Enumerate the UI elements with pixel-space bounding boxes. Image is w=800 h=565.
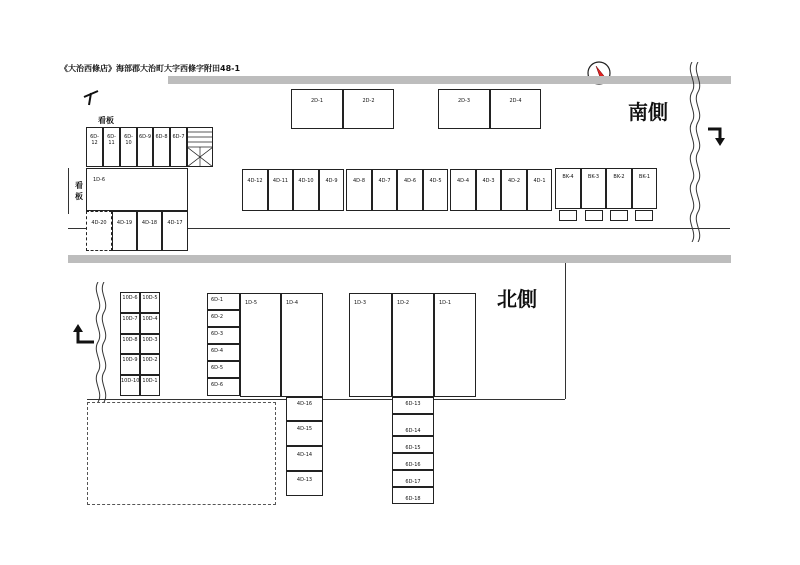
signboard-left-line1: 看 xyxy=(75,181,83,190)
storage-unit-10D-3[interactable]: 10D-3 xyxy=(140,334,160,354)
storage-unit-10D-5[interactable]: 10D-5 xyxy=(140,292,160,313)
bike-unit-BK-3[interactable]: BK-3 xyxy=(581,168,606,209)
storage-unit-6D-2[interactable]: 6D-2 xyxy=(207,310,240,327)
storage-unit-6D-4[interactable]: 6D-4 xyxy=(207,344,240,361)
storage-unit-10D-10[interactable]: 10D-10 xyxy=(120,375,140,396)
storage-unit-1D-1[interactable]: 1D-1 xyxy=(434,293,476,397)
storage-unit-1D-2[interactable]: 1D-2 xyxy=(392,293,434,397)
storage-unit-6D-17[interactable]: 6D-17 xyxy=(392,470,434,487)
storage-unit-4D-1[interactable]: 4D-1 xyxy=(527,169,552,211)
north-lot-boundary-right xyxy=(565,263,566,399)
storage-unit-4D-19[interactable]: 4D-19 xyxy=(112,211,137,251)
storage-unit-4D-4[interactable]: 4D-4 xyxy=(450,169,476,211)
storage-unit-10D-2[interactable]: 10D-2 xyxy=(140,354,160,375)
wavy-edge-right-icon xyxy=(684,62,708,242)
storage-unit-4D-9[interactable]: 4D-9 xyxy=(319,169,344,211)
storage-unit-4D-17[interactable]: 4D-17 xyxy=(162,211,188,251)
storage-unit-4D-14[interactable]: 4D-14 xyxy=(286,446,323,471)
storage-unit-4D-18[interactable]: 4D-18 xyxy=(137,211,162,251)
storage-unit-4D-8[interactable]: 4D-8 xyxy=(346,169,372,211)
bike-stand xyxy=(585,210,603,221)
storage-unit-6D-14[interactable]: 6D-14 xyxy=(392,414,434,436)
storage-unit-10D-6[interactable]: 10D-6 xyxy=(120,292,140,313)
storage-unit-2D-2[interactable]: 2D-2 xyxy=(343,89,394,129)
storage-unit-6D-3[interactable]: 6D-3 xyxy=(207,327,240,344)
storage-unit-6D-9[interactable]: 6D-9 xyxy=(137,127,153,167)
storage-unit-4D-13[interactable]: 4D-13 xyxy=(286,471,323,496)
storage-unit-4D-20[interactable]: 4D-20 xyxy=(86,211,112,251)
storage-unit-4D-16[interactable]: 4D-16 xyxy=(286,397,323,421)
north-lot-boundary-bottom xyxy=(87,399,565,400)
storage-unit-10D-7[interactable]: 10D-7 xyxy=(120,313,140,334)
north-side-label: 北側 xyxy=(497,287,537,311)
empty-lot-area xyxy=(87,402,276,505)
storage-unit-6D-13[interactable]: 6D-13 xyxy=(392,397,434,414)
bike-unit-BK-2[interactable]: BK-2 xyxy=(606,168,632,209)
storage-unit-10D-1[interactable]: 10D-1 xyxy=(140,375,160,396)
signboard-left-post xyxy=(68,168,69,214)
storage-unit-4D-11[interactable]: 4D-11 xyxy=(268,169,293,211)
storage-unit-6D-6[interactable]: 6D-6 xyxy=(207,378,240,396)
storage-unit-4D-6[interactable]: 4D-6 xyxy=(397,169,423,211)
signboard-top xyxy=(86,114,133,127)
storage-unit-6D-10[interactable]: 6D-10 xyxy=(120,127,137,167)
storage-unit-6D-5[interactable]: 6D-5 xyxy=(207,361,240,378)
storage-unit-6D-11[interactable]: 6D-11 xyxy=(103,127,120,167)
bike-stand xyxy=(610,210,628,221)
storage-unit-2D-4[interactable]: 2D-4 xyxy=(490,89,541,129)
signboard-left-line2: 板 xyxy=(75,192,83,201)
storage-unit-6D-12[interactable]: 6D-12 xyxy=(86,127,103,167)
bike-stand xyxy=(635,210,653,221)
storage-unit-6D-1[interactable]: 6D-1 xyxy=(207,293,240,310)
entrance-mark-icon xyxy=(80,87,102,107)
storage-unit-2D-1[interactable]: 2D-1 xyxy=(291,89,343,129)
storage-unit-2D-3[interactable]: 2D-3 xyxy=(438,89,490,129)
storage-unit-4D-15[interactable]: 4D-15 xyxy=(286,421,323,446)
storage-unit-1D-5[interactable]: 1D-5 xyxy=(240,293,281,397)
turn-left-down-arrow-icon xyxy=(70,322,96,346)
storage-unit-10D-4[interactable]: 10D-4 xyxy=(140,313,160,334)
storage-unit-6D-7[interactable]: 6D-7 xyxy=(170,127,187,167)
page-title: 《大治西條店》海部郡大治町大字西條字附田48-1 xyxy=(60,64,241,73)
bike-unit-BK-1[interactable]: BK-1 xyxy=(632,168,657,209)
storage-unit-4D-2[interactable]: 4D-2 xyxy=(501,169,527,211)
storage-unit-4D-5[interactable]: 4D-5 xyxy=(423,169,448,211)
storage-unit-4D-7[interactable]: 4D-7 xyxy=(372,169,397,211)
bike-stand xyxy=(559,210,577,221)
north-road xyxy=(68,255,731,263)
storage-unit-4D-12[interactable]: 4D-12 xyxy=(242,169,268,211)
storage-unit-4D-3[interactable]: 4D-3 xyxy=(476,169,501,211)
stairs-icon xyxy=(187,127,213,167)
south-road xyxy=(168,76,731,84)
turn-right-down-arrow-icon xyxy=(706,124,730,148)
storage-unit-1D-6[interactable]: 1D-6 xyxy=(86,168,188,211)
south-side-label: 南側 xyxy=(628,100,668,124)
storage-unit-10D-9[interactable]: 10D-9 xyxy=(120,354,140,375)
storage-unit-6D-18[interactable]: 6D-18 xyxy=(392,487,434,504)
storage-unit-10D-8[interactable]: 10D-8 xyxy=(120,334,140,354)
signboard-top-text: 看板 xyxy=(98,116,114,125)
storage-unit-1D-4[interactable]: 1D-4 xyxy=(281,293,323,397)
storage-unit-6D-16[interactable]: 6D-16 xyxy=(392,453,434,470)
bike-unit-BK-4[interactable]: BK-4 xyxy=(555,168,581,209)
storage-unit-1D-3[interactable]: 1D-3 xyxy=(349,293,392,397)
storage-unit-6D-8[interactable]: 6D-8 xyxy=(153,127,170,167)
storage-unit-4D-10[interactable]: 4D-10 xyxy=(293,169,319,211)
storage-unit-6D-15[interactable]: 6D-15 xyxy=(392,436,434,453)
